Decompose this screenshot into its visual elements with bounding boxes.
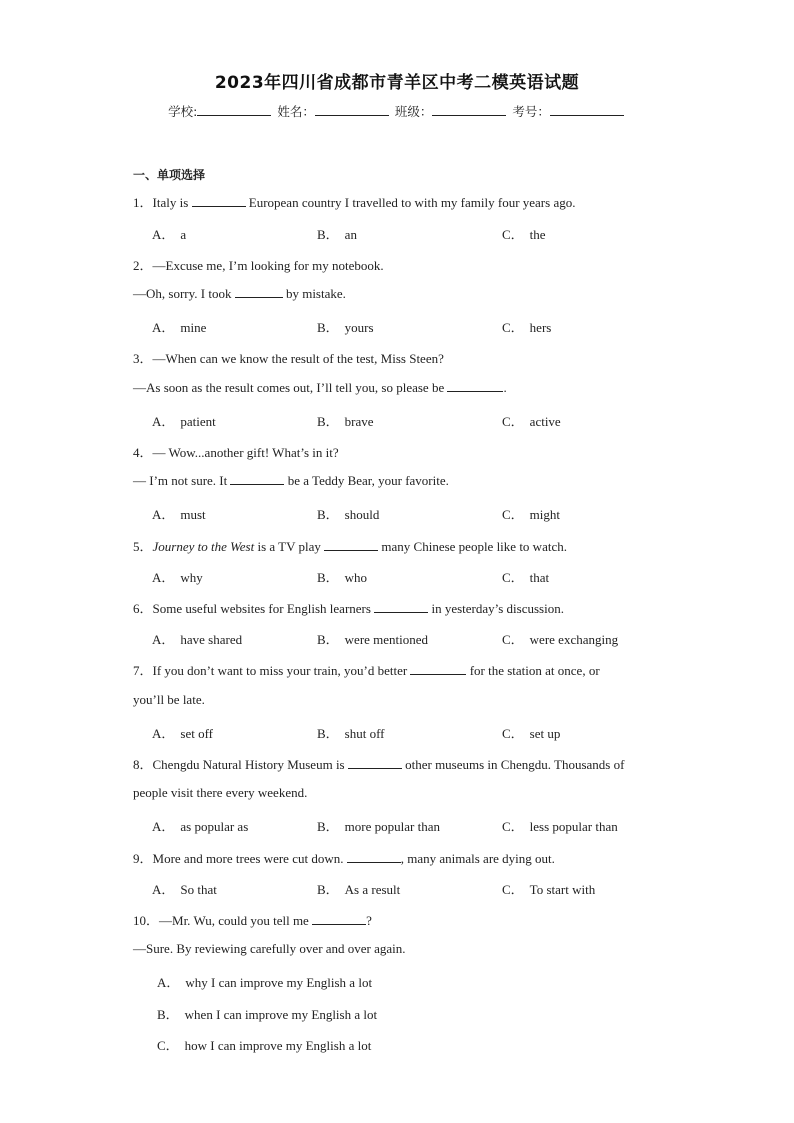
question-1 (133, 192, 575, 211)
question-8-line2: people visit there every weekend. (133, 785, 308, 800)
section-title: 一、单项选择 (133, 168, 206, 182)
option-a[interactable]: A． why (152, 570, 203, 585)
question-3-line2: —As soon as the result comes out, I’ll tell you, so please be . (133, 380, 507, 395)
question-number: 2． (133, 258, 153, 273)
question-5: 5．Journey to the West is a TV play many Chinese people like to watch. (133, 539, 567, 554)
option-a[interactable]: A． patient (152, 414, 216, 429)
option-a[interactable]: A． So that (152, 882, 217, 897)
option-c[interactable]: C． how I can improve my English a lot (157, 1038, 372, 1053)
exam-number-label: 考号： (512, 104, 550, 119)
option-b[interactable]: B． shut off (317, 726, 385, 741)
question-6: 6．Some useful websites for English learners in yesterday’s discussion. (133, 601, 564, 616)
question-4-line2: — I’m not sure. It be a Teddy Bear, your favorite. (133, 473, 449, 488)
option-b[interactable]: B． were mentioned (317, 632, 429, 647)
question-9: 9．More and more trees were cut down. , many animals are dying out. (133, 851, 555, 866)
exam-number-blank[interactable] (550, 103, 624, 116)
question-number: 3． (133, 351, 153, 366)
question-2-line2: —Oh, sorry. I took by mistake. (133, 286, 346, 301)
question-2 (133, 255, 384, 274)
question-7: 7．If you don’t want to miss your train, you’d better for the station at once, or (133, 663, 600, 678)
question-number: 4． (133, 445, 153, 460)
question-number: 1． (133, 195, 153, 210)
option-a[interactable]: A． mine (152, 320, 207, 335)
question-text: —When can we know the result of the test, Miss Steen? (152, 351, 444, 366)
option-b[interactable]: B． brave (317, 414, 374, 429)
option-c[interactable]: C． less popular than (502, 819, 618, 834)
option-c[interactable]: C． To start with (502, 882, 596, 897)
option-b[interactable]: B． when I can improve my English a lot (157, 1007, 378, 1022)
answer-blank (347, 851, 401, 863)
title-italic: Journey to the West (152, 539, 255, 554)
student-info-row (0, 102, 794, 120)
question-7-line2: you’ll be late. (133, 692, 205, 707)
option-b[interactable]: B． yours (317, 320, 374, 335)
question-text: Italy is (152, 195, 189, 210)
answer-blank (324, 539, 378, 551)
question-text: — Wow...another gift! What’s in it? (152, 445, 339, 460)
class-label: 班级： (394, 104, 433, 119)
option-c[interactable]: C． that (502, 570, 550, 585)
name-blank[interactable] (315, 103, 389, 116)
option-c[interactable]: C． set up (502, 726, 561, 741)
question-4 (133, 442, 339, 461)
option-a[interactable]: A． set off (152, 726, 214, 741)
option-b[interactable]: B． an (317, 227, 357, 242)
question-text: European country I travelled to with my family four years ago. (248, 195, 576, 210)
option-b[interactable]: B． more popular than (317, 819, 440, 834)
answer-blank (348, 757, 402, 769)
question-8: 8．Chengdu Natural History Museum is other museums in Chengdu. Thousands of (133, 757, 625, 772)
option-b[interactable]: B． As a result (317, 882, 401, 897)
option-c[interactable]: C． the (502, 227, 546, 242)
option-a[interactable]: A． why I can improve my English a lot (157, 975, 373, 990)
question-number: 8． (133, 757, 153, 772)
answer-blank (410, 663, 466, 675)
option-c[interactable]: C． active (502, 414, 561, 429)
question-3 (133, 348, 444, 367)
page-title: 2023年四川省成都市青羊区中考二模英语试题 (214, 73, 580, 93)
question-number: 5． (133, 539, 153, 554)
answer-blank (192, 195, 246, 207)
school-label: 学校: (168, 104, 198, 119)
question-number: 6． (133, 601, 153, 616)
option-c[interactable]: C． were exchanging (502, 632, 619, 647)
answer-blank (312, 913, 366, 925)
question-number: 9． (133, 851, 153, 866)
question-number: 7． (133, 663, 153, 678)
option-a[interactable]: A． must (152, 507, 206, 522)
answer-blank (374, 601, 428, 613)
question-number: 10． (133, 913, 160, 928)
option-a[interactable]: A． have shared (152, 632, 243, 647)
answer-blank (235, 286, 283, 298)
school-blank[interactable] (197, 103, 271, 116)
answer-blank (447, 380, 503, 392)
question-10: 10．—Mr. Wu, could you tell me ? (133, 913, 372, 928)
option-a[interactable]: A． as popular as (152, 819, 249, 834)
class-blank[interactable] (432, 103, 506, 116)
option-a[interactable]: A． a (152, 227, 187, 242)
answer-blank (230, 473, 284, 485)
question-text: —Excuse me, I’m looking for my notebook. (152, 258, 384, 273)
question-10-line2: —Sure. By reviewing carefully over and over again. (133, 941, 406, 956)
name-label: 姓名： (277, 104, 315, 119)
option-b[interactable]: B． who (317, 570, 368, 585)
option-c[interactable]: C． might (502, 507, 561, 522)
option-c[interactable]: C． hers (502, 320, 552, 335)
option-b[interactable]: B． should (317, 507, 380, 522)
